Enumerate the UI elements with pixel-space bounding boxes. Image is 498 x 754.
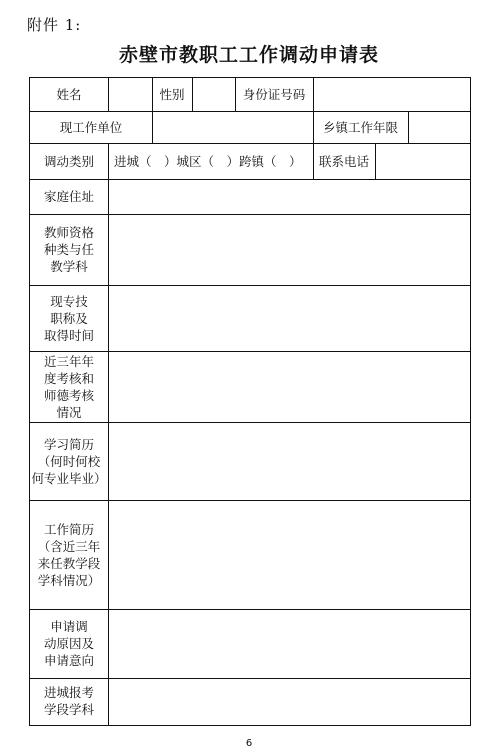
option-city-district[interactable]: 城区（ ）	[176, 154, 240, 169]
transfer-type-options	[114, 143, 310, 179]
transfer-type-label: 调动类别	[43, 153, 94, 169]
name-field[interactable]	[108, 78, 152, 111]
attachment-label: 附件 1:	[27, 16, 82, 34]
annual-assessment-label: 近三年年 度考核和 师德考核 情况	[43, 353, 94, 420]
education-history-field[interactable]	[108, 422, 470, 500]
teacher-qualification-label: 教师资格 种类与任 教学科	[43, 225, 94, 274]
current-unit-field[interactable]	[152, 111, 313, 143]
transfer-reason-label: 申请调 动原因及 申请意向	[43, 619, 94, 668]
professional-title-label: 现专技 职称及 取得时间	[43, 293, 94, 343]
name-label: 姓名	[56, 87, 82, 102]
city-exam-subject-label: 进城报考 学段学科	[43, 685, 94, 717]
transfer-reason-field[interactable]	[108, 609, 470, 678]
phone-label: 联系电话	[318, 153, 369, 169]
teacher-qualification-field[interactable]	[108, 214, 470, 285]
application-form-table	[29, 77, 471, 726]
phone-field[interactable]	[375, 143, 470, 179]
id-number-field[interactable]	[313, 78, 470, 111]
current-unit-label: 现工作单位	[59, 119, 123, 135]
id-number-label: 身份证号码	[242, 87, 306, 102]
option-cross-town[interactable]: 跨镇（ ）	[239, 154, 302, 169]
gender-label: 性别	[159, 87, 185, 102]
professional-title-field[interactable]	[108, 285, 470, 351]
work-history-label: 工作简历 （含近三年 来任教学段 学科情况）	[37, 521, 101, 588]
option-enter-city[interactable]: 进城（ ）	[114, 154, 177, 169]
town-work-years-label: 乡镇工作年限	[322, 119, 398, 135]
home-address-label: 家庭住址	[43, 189, 94, 204]
page-number: 6	[245, 738, 253, 749]
town-work-years-field[interactable]	[408, 111, 470, 143]
annual-assessment-field[interactable]	[108, 351, 470, 422]
home-address-field[interactable]	[108, 179, 470, 214]
work-history-field[interactable]	[108, 500, 470, 609]
gender-field[interactable]	[192, 78, 235, 111]
city-exam-subject-field[interactable]	[108, 678, 470, 724]
col-divider	[108, 143, 109, 179]
form-title: 赤壁市教职工工作调动申请表	[118, 44, 379, 66]
education-history-label: 学习简历 （何时何校 何专业毕业）	[31, 436, 107, 486]
